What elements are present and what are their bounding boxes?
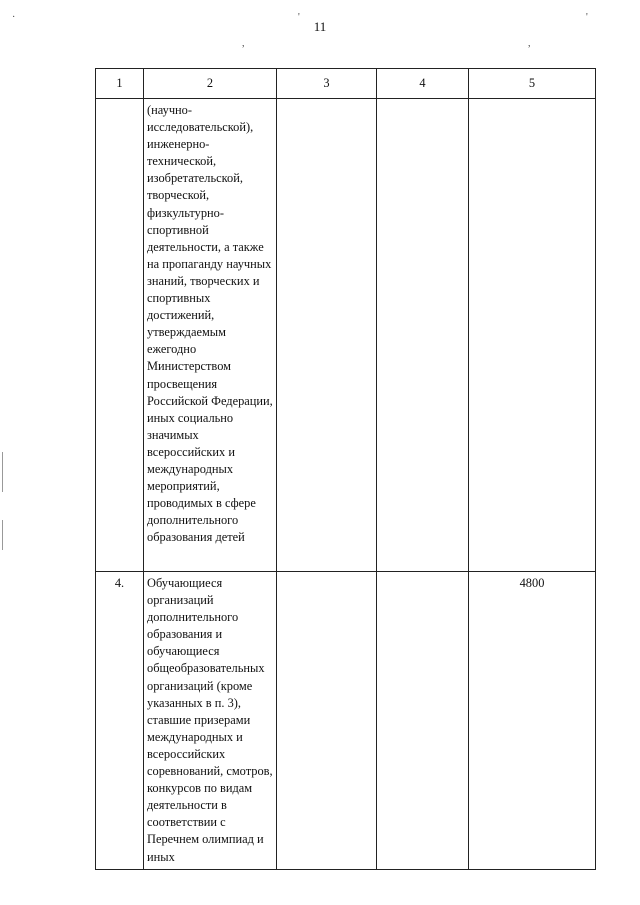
column-header: 3	[277, 69, 377, 99]
scan-speck: '	[586, 12, 588, 23]
row-description: (научно-исследовательской), инженерно-технической, изобретательской, творческой, физкультурно-спортивной деятельности, а также на пропаганду научных знаний, творческих и спортивных достижений, утверждаемым ежегодно Министерством просвещения Российской Федерации, иных социально значимых всероссийских и международных мероприятий, проводимых в сфере дополнительного образования детей	[147, 103, 273, 545]
column-header: 2	[144, 69, 277, 99]
description-cell	[144, 99, 277, 572]
amount-cell	[469, 572, 596, 870]
row-amount	[469, 99, 595, 102]
column-3-cell	[277, 99, 377, 572]
row-number-cell	[96, 99, 144, 572]
description-cell	[144, 572, 277, 870]
column-header: 4	[377, 69, 469, 99]
column-3-cell	[277, 572, 377, 870]
scan-edge-mark	[2, 452, 3, 492]
row-description: Обучающиеся организаций дополнительного образования и обучающиеся общеобразовательных организаций (кроме указанных в п. 3), ставшие призерами международных и всероссийских соревнований, смотров, конкурсов по видам деятельности в соответствии с Перечнем олимпиад и иных	[147, 576, 273, 864]
table-row	[96, 572, 596, 870]
amount-cell	[469, 99, 596, 572]
row-number-cell	[96, 572, 144, 870]
row-number	[96, 99, 143, 102]
table-row	[96, 99, 596, 572]
column-header: 5	[469, 69, 596, 99]
scan-edge-mark	[2, 520, 3, 550]
scan-speck: ·	[12, 12, 16, 23]
column-4-cell	[377, 572, 469, 870]
scan-speck: '	[298, 12, 300, 23]
scan-speck: ,	[242, 38, 245, 49]
table-header-row	[96, 69, 596, 99]
document-table	[95, 68, 596, 870]
scan-speck: ,	[528, 38, 531, 49]
row-number: 4.	[114, 576, 125, 590]
column-header: 1	[96, 69, 144, 99]
row-amount: 4800	[519, 576, 545, 590]
column-4-cell	[377, 99, 469, 572]
page-number: 11	[313, 19, 327, 34]
